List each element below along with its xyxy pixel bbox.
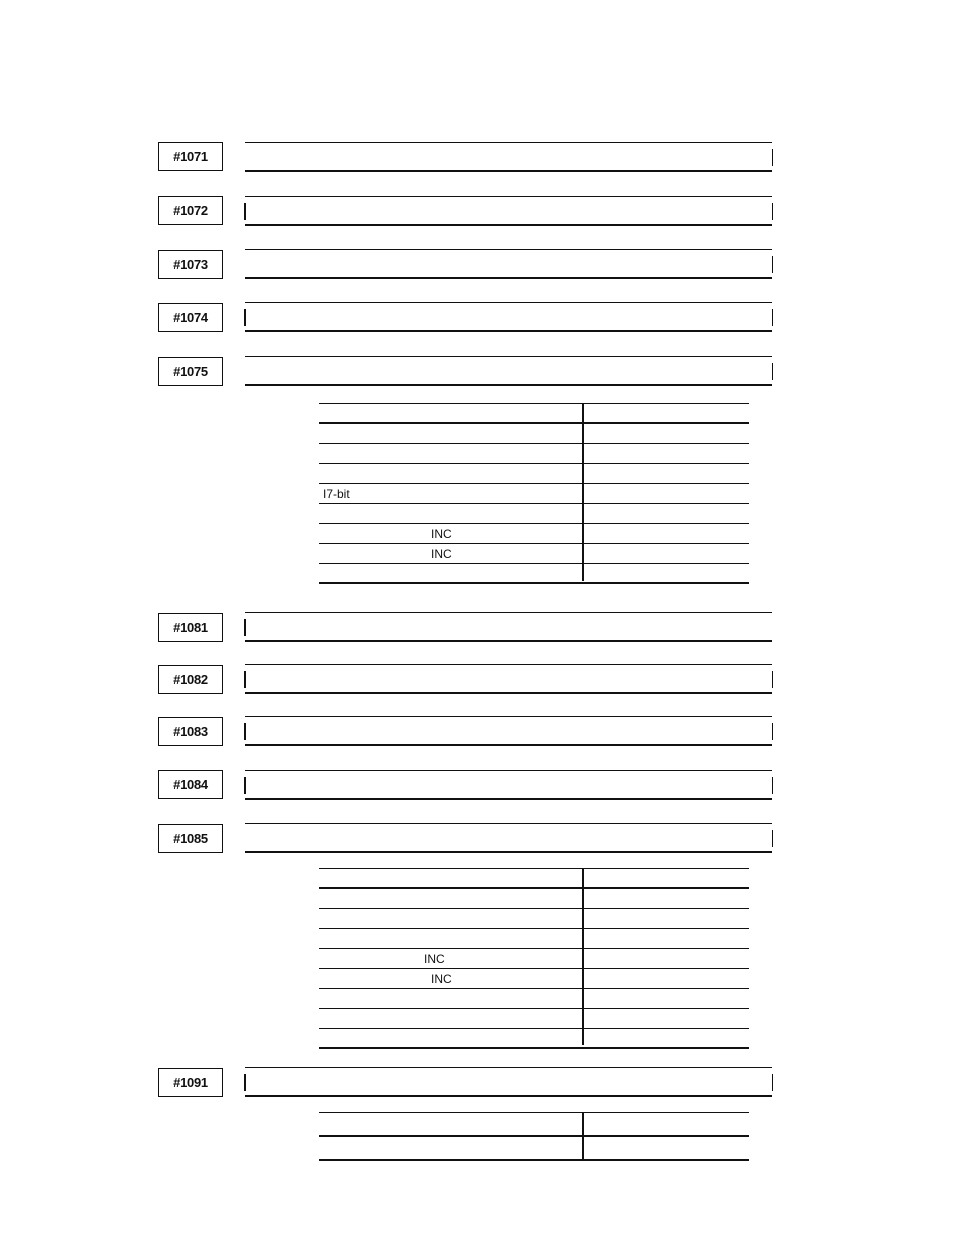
settings-table-2 (319, 868, 749, 1049)
param-field-1072 (245, 196, 772, 226)
table-row (319, 889, 749, 909)
param-label-1073: #1073 (158, 250, 223, 279)
param-field-1073 (245, 249, 772, 279)
param-field-1081 (245, 612, 772, 642)
settings-table-1 (319, 403, 749, 584)
table-row: I7-bit (319, 484, 749, 504)
table-row: INC (319, 949, 749, 969)
param-label-1072: #1072 (158, 196, 223, 225)
param-label-1074: #1074 (158, 303, 223, 332)
settings-table-3 (319, 1112, 749, 1161)
table-header-row (319, 403, 749, 424)
param-field-1084 (245, 770, 772, 800)
param-label-1082: #1082 (158, 665, 223, 694)
param-field-1074 (245, 302, 772, 332)
table-row (319, 564, 749, 584)
table-row: INC (319, 969, 749, 989)
param-label-1081: #1081 (158, 613, 223, 642)
param-field-1091 (245, 1067, 772, 1097)
table-row (319, 909, 749, 929)
table-row (319, 1137, 749, 1161)
param-label-1085: #1085 (158, 824, 223, 853)
table-row (319, 504, 749, 524)
param-field-1085 (245, 823, 772, 853)
param-field-1082 (245, 664, 772, 694)
table-row (319, 1009, 749, 1029)
table-row (319, 1029, 749, 1049)
param-field-1083 (245, 716, 772, 746)
param-field-1071 (245, 142, 772, 172)
table-row (319, 424, 749, 444)
table-header-row (319, 868, 749, 889)
table-row: INC (319, 544, 749, 564)
table-row (319, 989, 749, 1009)
table-row (319, 464, 749, 484)
table-row: INC (319, 524, 749, 544)
param-label-1075: #1075 (158, 357, 223, 386)
param-field-1075 (245, 356, 772, 386)
param-label-1083: #1083 (158, 717, 223, 746)
table-row (319, 929, 749, 949)
table-row (319, 444, 749, 464)
table-header-row (319, 1112, 749, 1137)
param-label-1071: #1071 (158, 142, 223, 171)
param-label-1091: #1091 (158, 1068, 223, 1097)
param-label-1084: #1084 (158, 770, 223, 799)
